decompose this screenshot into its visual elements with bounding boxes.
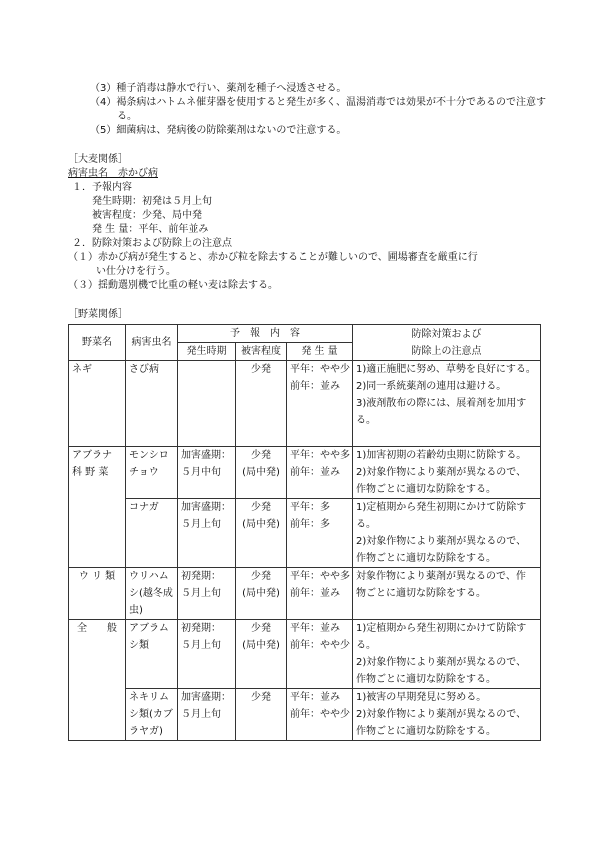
measures-cell-line: 作物ごとに適切な防除をする。	[356, 726, 497, 737]
measures-cell-line: 1)適正施肥に努め、草勢を良好にする。	[356, 364, 536, 375]
damage-cell-line: 少発	[251, 364, 271, 375]
damage-cell	[236, 620, 287, 689]
wheat-forecast-heading: １．予報内容	[72, 182, 132, 193]
timing-cell	[178, 568, 236, 620]
amount-cell	[287, 568, 353, 620]
damage-cell	[236, 499, 287, 568]
damage-cell	[236, 568, 287, 620]
amount-cell-line: 前年：並み	[290, 467, 340, 478]
damage-cell-line: 少発	[251, 450, 271, 461]
pest-cell	[126, 361, 178, 447]
timing-cell	[178, 620, 236, 689]
amount-cell-line: 平年：やや多	[290, 450, 350, 461]
damage-cell-line: (局中発)	[242, 640, 280, 651]
wheat-control-heading: ２．防除対策および防除上の注意点	[72, 238, 232, 249]
header-pest: 病害虫名	[126, 325, 178, 361]
measures-cell-line: る。	[356, 519, 377, 530]
header-forecast: 予 報 内 容	[178, 325, 353, 343]
crop-cell	[69, 361, 126, 447]
crop-cell-line: 全 般	[77, 623, 117, 634]
timing-cell	[178, 361, 236, 447]
timing-cell	[178, 447, 236, 499]
measures-cell-line: る。	[356, 640, 377, 651]
damage-cell-line: (局中発)	[242, 519, 280, 530]
crop-cell	[69, 447, 126, 568]
timing-cell-line: ５月上旬	[181, 709, 221, 720]
damage-cell	[236, 361, 287, 447]
wheat-heading: ［大麦関係］	[68, 154, 128, 165]
vegetable-pest-table	[68, 324, 541, 741]
header-amount: 発 生 量	[287, 343, 353, 361]
amount-cell-line: 平年：並み	[290, 623, 340, 634]
table-row	[69, 620, 541, 689]
damage-cell-line: 少発	[251, 571, 271, 582]
crop-cell-line: 科 野 菜	[72, 467, 109, 478]
timing-cell-line: 加害盛期：	[181, 692, 231, 703]
wheat-control-item-1-num: （１）	[68, 252, 98, 263]
amount-cell-line: 前年：並み	[290, 381, 340, 392]
measures-cell	[353, 447, 541, 499]
measures-cell	[353, 568, 541, 620]
crop-cell-line: アブラナ	[72, 450, 112, 461]
amount-cell	[287, 499, 353, 568]
pest-cell-line: アブラム	[129, 623, 169, 634]
pest-cell	[126, 568, 178, 620]
wheat-control-item-1-cont: い仕分けを行う。	[96, 266, 176, 277]
wheat-amount: 発 生 量：平年、前年並み	[92, 224, 209, 235]
intro-item-3-text: 種子消毒は静水で行い、薬剤を種子へ浸透させる。	[116, 83, 347, 94]
pest-cell	[126, 499, 178, 568]
damage-cell-line: 少発	[251, 692, 271, 703]
pest-cell-line: ウリハム	[129, 571, 169, 582]
measures-cell-line: 2)同一系統薬剤の連用は避ける。	[356, 381, 507, 392]
timing-cell	[178, 499, 236, 568]
intro-item-5-text: 細菌病は、発病後の防除薬剤はないので注意する。	[116, 125, 347, 136]
wheat-control-item-1-text: 赤かび病が発生すると、赤かび粒を除去することが難しいので、圃場審査を厳重に行	[98, 252, 478, 263]
intro-item-4	[90, 96, 546, 110]
veg-heading: ［野菜関係］	[68, 309, 128, 320]
table-row	[69, 447, 541, 499]
measures-cell-line: 2)対象作物により薬剤が異なるので、	[356, 709, 527, 720]
intro-item-3	[90, 82, 346, 96]
intro-item-4-cont: る。	[117, 111, 137, 122]
wheat-control-item-1	[68, 251, 478, 265]
pest-cell-line: シ(越冬成	[129, 588, 173, 599]
pest-cell-line: コナガ	[129, 502, 159, 513]
timing-cell-line: ５月中旬	[181, 467, 221, 478]
measures-cell-line: る。	[356, 415, 377, 426]
pest-cell	[126, 620, 178, 689]
table-row	[69, 689, 541, 741]
crop-cell-line: ウ リ 類	[78, 571, 116, 582]
amount-cell-line: 平年：やや少	[290, 364, 350, 375]
measures-cell	[353, 620, 541, 689]
wheat-timing: 発生時期：初発は５月上旬	[92, 196, 212, 207]
measures-cell	[353, 689, 541, 741]
measures-cell-line: 作物ごとに適切な防除をする。	[356, 674, 497, 685]
pest-cell-line: 虫)	[129, 605, 143, 616]
pest-cell	[126, 689, 178, 741]
damage-cell-line: 少発	[251, 623, 271, 634]
wheat-damage: 被害程度：少発、局中発	[92, 210, 202, 221]
pest-cell-line: モンシロ	[129, 450, 169, 461]
timing-cell-line: 加害盛期：	[181, 502, 231, 513]
wheat-control-item-3-text: 揺動選別機で比重の軽い麦は除去する。	[98, 280, 278, 291]
damage-cell-line: 少発	[251, 502, 271, 513]
timing-cell-line: ５月上旬	[181, 588, 221, 599]
measures-cell-line: 1)定植期から発生初期にかけて防除す	[356, 502, 527, 513]
amount-cell	[287, 447, 353, 499]
table-row	[69, 499, 541, 568]
header-measures	[353, 325, 541, 361]
timing-cell-line: 初発期：	[181, 571, 221, 582]
measures-cell-line: 2)対象作物により薬剤が異なるので、	[356, 467, 527, 478]
measures-cell-line: 2)対象作物により薬剤が異なるので、	[356, 536, 527, 547]
wheat-pest-label: 病害虫名 赤かび病	[68, 168, 158, 179]
amount-cell	[287, 620, 353, 689]
table-row	[69, 568, 541, 620]
table-row	[69, 361, 541, 447]
damage-cell	[236, 447, 287, 499]
intro-item-4-text: 褐条病はハトムネ催芽器を使用すると発生が多く、温湯消毒では効果が不十分であるので注意す	[116, 97, 546, 108]
pest-cell-line: ネキリム	[129, 692, 169, 703]
timing-cell-line: ５月上旬	[181, 640, 221, 651]
damage-cell	[236, 689, 287, 741]
intro-item-5-num: （5）	[90, 125, 117, 136]
damage-cell-line: (局中発)	[242, 588, 280, 599]
intro-item-3-num: （3）	[90, 83, 117, 94]
damage-cell-line: (局中発)	[242, 467, 280, 478]
amount-cell-line: 前年：やや少	[290, 709, 350, 720]
header-measures-line-2: 防除上の注意点	[411, 345, 482, 357]
pest-cell-line: ラヤガ)	[129, 726, 163, 737]
header-crop: 野菜名	[69, 325, 126, 361]
measures-cell-line: 作物ごとに適切な防除をする。	[356, 484, 497, 495]
pest-cell-line: チョウ	[129, 467, 159, 478]
header-timing: 発生時期	[178, 343, 236, 361]
amount-cell	[287, 689, 353, 741]
pest-cell-line: シ類(カブ	[129, 709, 173, 720]
crop-cell-line: ネギ	[72, 364, 92, 375]
header-damage: 被害程度	[236, 343, 287, 361]
crop-cell	[69, 568, 126, 620]
timing-cell-line: ５月上旬	[181, 519, 221, 530]
pest-cell-line: シ類	[129, 640, 149, 651]
wheat-control-item-3	[68, 279, 278, 293]
measures-cell	[353, 361, 541, 447]
amount-cell	[287, 361, 353, 447]
intro-item-5	[90, 124, 346, 138]
amount-cell-line: 前年：多	[290, 519, 330, 530]
pest-cell	[126, 447, 178, 499]
header-measures-line-1: 防除対策および	[411, 328, 482, 340]
measures-cell	[353, 499, 541, 568]
crop-cell	[69, 620, 126, 741]
amount-cell-line: 前年：やや少	[290, 640, 350, 651]
amount-cell-line: 平年：並み	[290, 692, 340, 703]
measures-cell-line: 1)加害初期の若齢幼虫期に防除する。	[356, 450, 527, 461]
amount-cell-line: 平年：多	[290, 502, 330, 513]
measures-cell-line: 物ごとに適切な防除をする。	[356, 588, 487, 599]
measures-cell-line: 2)対象作物により薬剤が異なるので、	[356, 657, 527, 668]
wheat-control-item-3-num: （３）	[68, 280, 98, 291]
timing-cell-line: 加害盛期：	[181, 450, 231, 461]
timing-cell-line: 初発期：	[181, 623, 221, 634]
pest-cell-line: さび病	[129, 364, 159, 375]
amount-cell-line: 平年：やや多	[290, 571, 350, 582]
measures-cell-line: 1)被害の早期発見に努める。	[356, 692, 487, 703]
measures-cell-line: 1)定植期から発生初期にかけて防除す	[356, 623, 527, 634]
measures-cell-line: 作物ごとに適切な防除をする。	[356, 553, 497, 564]
timing-cell	[178, 689, 236, 741]
intro-item-4-num: （4）	[90, 97, 117, 108]
measures-cell-line: 3)液剤散布の際には、展着剤を加用す	[356, 398, 527, 409]
amount-cell-line: 前年：並み	[290, 588, 340, 599]
measures-cell-line: 対象作物により薬剤が異なるので、作	[356, 571, 526, 582]
